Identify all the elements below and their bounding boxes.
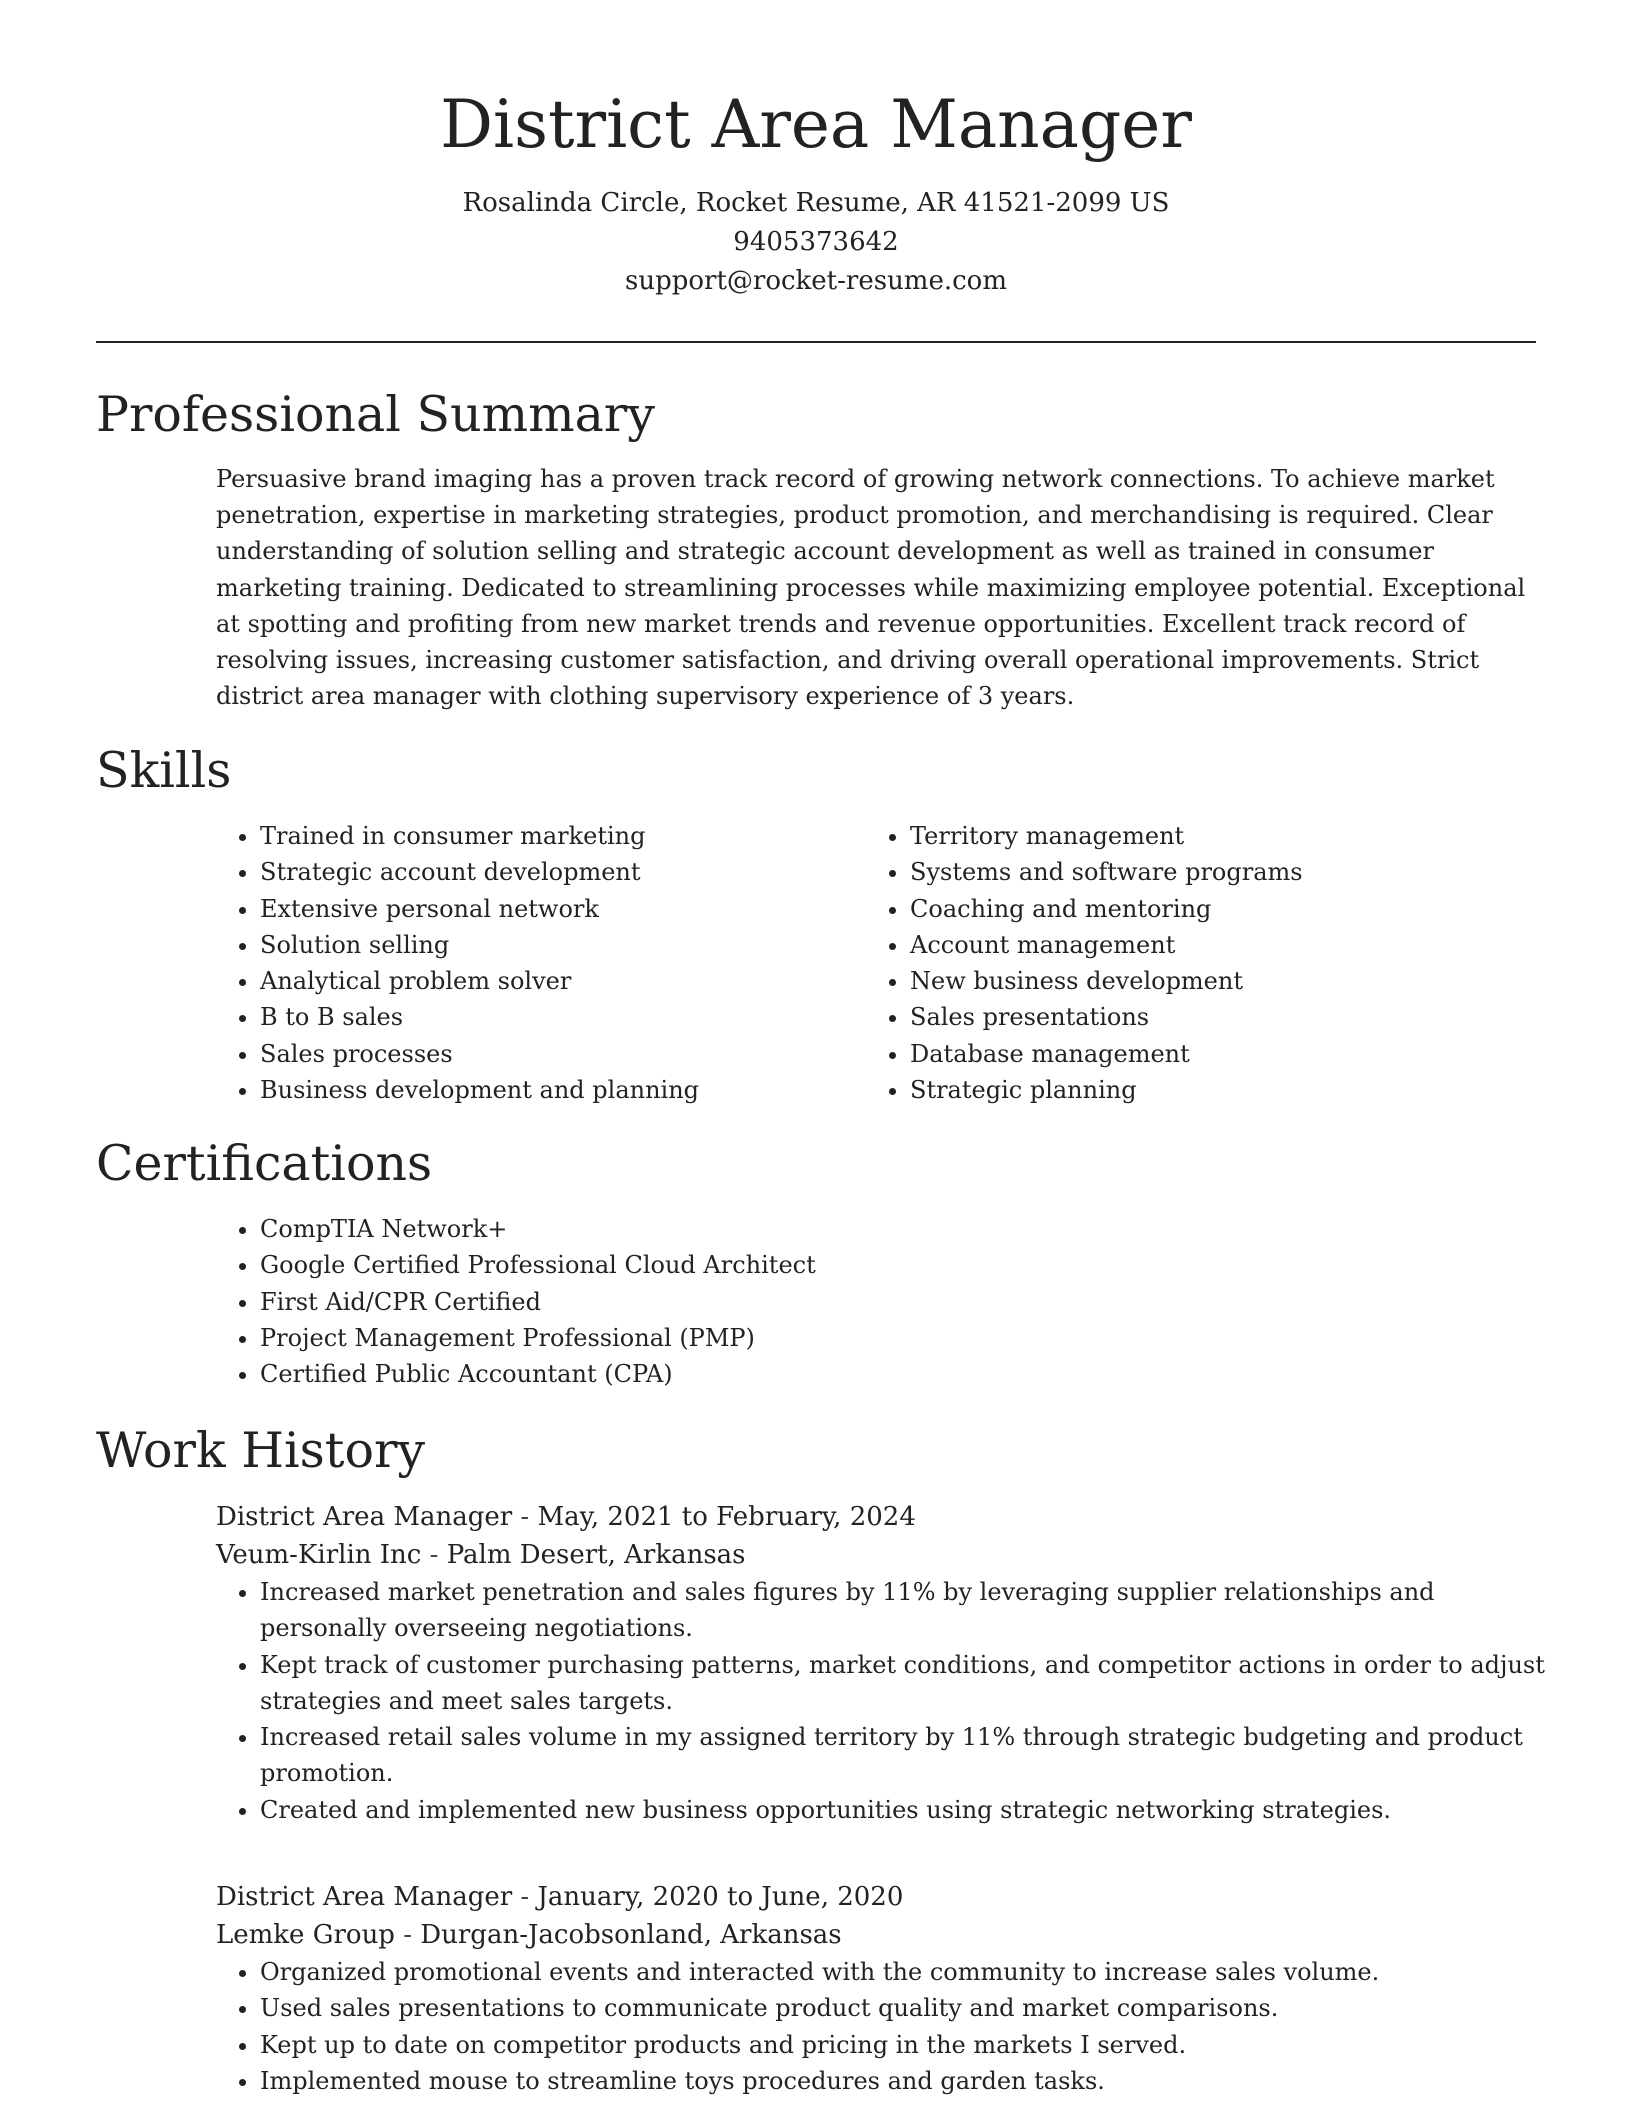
candidate-name: District Area Manager <box>440 86 1192 163</box>
phone-text: 9405373642 <box>733 227 899 257</box>
job-entry <box>216 1878 1546 2099</box>
job-bullet-list <box>216 1954 1546 2099</box>
job-bullet: • Created and implemented new business opportunities using strategic networking strategies. <box>260 1792 1546 1828</box>
job-title-line: District Area Manager - January, 2020 to June, 2020 <box>216 1882 904 1912</box>
job-location: Palm Desert, Arkansas <box>446 1540 746 1570</box>
job-location: Durgan-Jacobsonland, Arkansas <box>420 1920 842 1950</box>
certifications-block <box>216 1211 1536 1392</box>
work-history-heading: Work History <box>96 1422 426 1479</box>
job-bullet: • Kept track of customer purchasing patterns, market conditions, and competitor actions in order to adjust strategies and meet sales targets. <box>260 1647 1546 1720</box>
skill-item: • Coaching and mentoring <box>910 891 1466 927</box>
job-role: District Area Manager <box>216 1502 513 1532</box>
skill-item: • Analytical problem solver <box>260 963 816 999</box>
skill-item: • Solution selling <box>260 927 816 963</box>
header-divider <box>96 341 1536 343</box>
job-dates: May, 2021 to February, 2024 <box>537 1502 916 1532</box>
certifications-list <box>216 1211 1536 1392</box>
email-text: support@rocket-resume.com <box>624 266 1007 296</box>
job-bullet: • Implemented mouse to streamline toys procedures and garden tasks. <box>260 2063 1546 2099</box>
job-company: Lemke Group <box>216 1920 395 1950</box>
skills-column-left <box>216 818 816 1108</box>
certification-item: • CompTIA Network+ <box>260 1211 1536 1247</box>
skill-item: • Territory management <box>910 818 1466 854</box>
skill-item: • Systems and software programs <box>910 854 1466 890</box>
resume-header <box>96 80 1536 301</box>
certification-item: • First Aid/CPR Certified <box>260 1284 1536 1320</box>
skill-item: • Business development and planning <box>260 1072 816 1108</box>
job-dates: January, 2020 to June, 2020 <box>537 1882 904 1912</box>
skill-item: • Extensive personal network <box>260 891 816 927</box>
certification-item: • Google Certified Professional Cloud Architect <box>260 1247 1536 1283</box>
job-bullet: • Used sales presentations to communicate product quality and market comparisons. <box>260 1990 1546 2026</box>
job-bullet-list <box>216 1574 1546 1828</box>
address-text: Rosalinda Circle, Rocket Resume, AR 41521-2099 US <box>462 188 1170 218</box>
skill-item: • Strategic account development <box>260 854 816 890</box>
skill-item: • Sales presentations <box>910 999 1466 1035</box>
contact-info <box>96 184 1536 301</box>
job-company-line: Lemke Group - Durgan-Jacobsonland, Arkansas <box>216 1920 842 1950</box>
job-entry <box>216 1498 1546 1828</box>
job-company-line: Veum-Kirlin Inc - Palm Desert, Arkansas <box>216 1540 746 1570</box>
skill-item: • Sales processes <box>260 1036 816 1072</box>
skills-heading: Skills <box>96 742 232 799</box>
job-bullet: • Increased retail sales volume in my assigned territory by 11% through strategic budgeting and product promotion. <box>260 1719 1546 1792</box>
certification-item: • Project Management Professional (PMP) <box>260 1320 1536 1356</box>
job-role: District Area Manager <box>216 1882 513 1912</box>
skills-column-right <box>866 818 1466 1108</box>
job-bullet: • Increased market penetration and sales figures by 11% by leveraging supplier relationships and personally overseeing negotiations. <box>260 1574 1546 1647</box>
skills-list-left <box>216 818 816 1108</box>
job-title-line: District Area Manager - May, 2021 to February, 2024 <box>216 1502 916 1532</box>
job-bullet: • Kept up to date on competitor products and pricing in the markets I served. <box>260 2027 1546 2063</box>
skill-item: • Strategic planning <box>910 1072 1466 1108</box>
certifications-heading: Certifications <box>96 1135 433 1192</box>
job-company: Veum-Kirlin Inc <box>216 1540 422 1570</box>
certification-item: • Certified Public Accountant (CPA) <box>260 1356 1536 1392</box>
job-bullet: • Organized promotional events and interacted with the community to increase sales volume. <box>260 1954 1546 1990</box>
summary-heading: Professional Summary <box>96 386 655 443</box>
skill-item: • New business development <box>910 963 1466 999</box>
skills-list-right <box>866 818 1466 1108</box>
skill-item: • Database management <box>910 1036 1466 1072</box>
skill-item: • Account management <box>910 927 1466 963</box>
skill-item: • B to B sales <box>260 999 816 1035</box>
summary-text: Persuasive brand imaging has a proven track record of growing network connections. To achieve market penetration, expertise in marketing strategies, product promotion, and merchandising is required. Clear understanding of solution selling and strategic account development as well as trained in consumer marketing training. Dedicated to streamlining processes while maximizing employee potential. Exceptional at spotting and profiting from new market trends and revenue opportunities. Excellent track record of resolving issues, increasing customer satisfaction, and driving overall operational improvements. Strict district area manager with clothing supervisory experience of 3 years. <box>216 465 1526 711</box>
skill-item: • Trained in consumer marketing <box>260 818 816 854</box>
